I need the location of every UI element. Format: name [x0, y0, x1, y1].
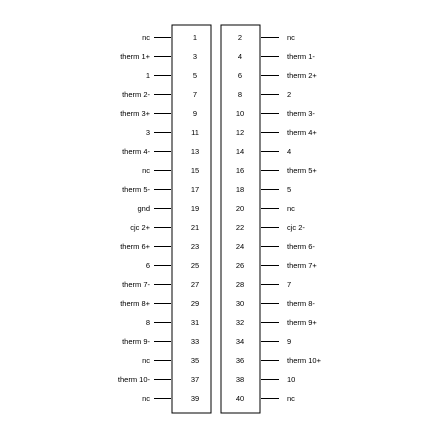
- left-pin-number: 13: [190, 147, 200, 157]
- left-pin-number: 5: [192, 71, 198, 81]
- left-pin-number: 25: [190, 261, 200, 271]
- right-pin-signal-label: 2: [287, 90, 292, 100]
- right-pin-signal-label: therm 6-: [287, 242, 315, 252]
- left-pin-number: 39: [190, 394, 200, 404]
- left-pin-number: 29: [190, 299, 200, 309]
- right-pin-number: 26: [235, 261, 245, 271]
- left-pin-signal-label: 1: [145, 71, 150, 81]
- right-pin-number: 30: [235, 299, 245, 309]
- left-pin-number: 11: [191, 128, 199, 138]
- right-pin-signal-label: nc: [287, 394, 295, 404]
- right-pin-number: 10: [235, 109, 245, 119]
- right-pin-signal-label: 4: [287, 147, 292, 157]
- left-pin-signal-label: gnd: [137, 204, 150, 214]
- right-pin-signal-label: therm 10+: [287, 356, 321, 366]
- right-pin-signal-label: 9: [287, 337, 292, 347]
- right-pin-signal-label: therm 1-: [287, 52, 315, 62]
- right-pin-signal-label: therm 9+: [287, 318, 317, 328]
- right-pin-signal-label: cjc 2-: [287, 223, 305, 233]
- right-pin-signal-label: therm 4+: [287, 128, 317, 138]
- left-pin-signal-label: nc: [142, 33, 150, 43]
- right-pin-signal-label: 5: [287, 185, 292, 195]
- right-pin-number: 4: [237, 52, 243, 62]
- right-pin-number: 18: [235, 185, 245, 195]
- right-pin-signal-label: therm 2+: [287, 71, 317, 81]
- right-pin-signal-label: 7: [287, 280, 292, 290]
- right-pin-number: 34: [235, 337, 245, 347]
- left-pin-number: 27: [190, 280, 200, 290]
- right-pin-signal-label: nc: [287, 33, 295, 43]
- left-pin-number: 31: [190, 318, 200, 328]
- left-pin-number: 23: [190, 242, 200, 252]
- right-pin-number: 20: [235, 204, 245, 214]
- left-pin-signal-label: cjc 2+: [130, 223, 150, 233]
- right-pin-number: 2: [237, 33, 243, 43]
- right-pin-number: 16: [235, 166, 245, 176]
- right-pin-number: 36: [235, 356, 245, 366]
- left-pin-number: 1: [192, 33, 198, 43]
- left-pin-number: 3: [192, 52, 198, 62]
- left-pin-signal-label: therm 7-: [122, 280, 150, 290]
- left-pin-signal-label: nc: [142, 166, 150, 176]
- left-pin-column: [172, 25, 211, 413]
- right-pin-number: 28: [235, 280, 245, 290]
- left-pin-signal-label: 6: [145, 261, 150, 271]
- right-pin-number: 8: [237, 90, 243, 100]
- right-pin-signal-label: nc: [287, 204, 295, 214]
- left-pin-signal-label: therm 3+: [120, 109, 150, 119]
- left-pin-signal-label: therm 1+: [120, 52, 150, 62]
- right-pin-number: 22: [235, 223, 245, 233]
- right-pin-number: 6: [237, 71, 243, 81]
- left-pin-signal-label: 3: [145, 128, 150, 138]
- right-pin-number: 32: [235, 318, 245, 328]
- right-pin-number: 24: [235, 242, 245, 252]
- right-pin-signal-label: therm 8-: [287, 299, 315, 309]
- left-pin-number: 35: [190, 356, 200, 366]
- right-pin-number: 12: [235, 128, 245, 138]
- right-pin-signal-label: therm 7+: [287, 261, 317, 271]
- left-pin-number: 17: [190, 185, 200, 195]
- left-pin-signal-label: therm 4-: [122, 147, 150, 157]
- left-pin-number: 37: [190, 375, 200, 385]
- right-pin-column: [221, 25, 260, 413]
- left-pin-number: 19: [190, 204, 200, 214]
- left-pin-number: 7: [192, 90, 198, 100]
- right-pin-signal-label: 10: [287, 375, 296, 385]
- right-pin-number: 14: [235, 147, 245, 157]
- left-pin-number: 21: [190, 223, 200, 233]
- left-pin-signal-label: nc: [142, 356, 150, 366]
- left-pin-number: 9: [192, 109, 198, 119]
- right-pin-signal-label: therm 3-: [287, 109, 315, 119]
- right-pin-number: 40: [235, 394, 245, 404]
- right-pin-number: 38: [235, 375, 245, 385]
- left-pin-signal-label: therm 5-: [122, 185, 150, 195]
- left-pin-signal-label: therm 2-: [122, 90, 150, 100]
- right-pin-signal-label: therm 5+: [287, 166, 317, 176]
- left-pin-number: 15: [190, 166, 200, 176]
- left-pin-signal-label: nc: [142, 394, 150, 404]
- left-pin-number: 33: [190, 337, 200, 347]
- left-pin-signal-label: therm 9-: [122, 337, 150, 347]
- left-pin-signal-label: therm 10-: [117, 375, 150, 385]
- left-pin-signal-label: therm 6+: [120, 242, 150, 252]
- left-pin-signal-label: 8: [145, 318, 150, 328]
- left-pin-signal-label: therm 8+: [120, 299, 150, 309]
